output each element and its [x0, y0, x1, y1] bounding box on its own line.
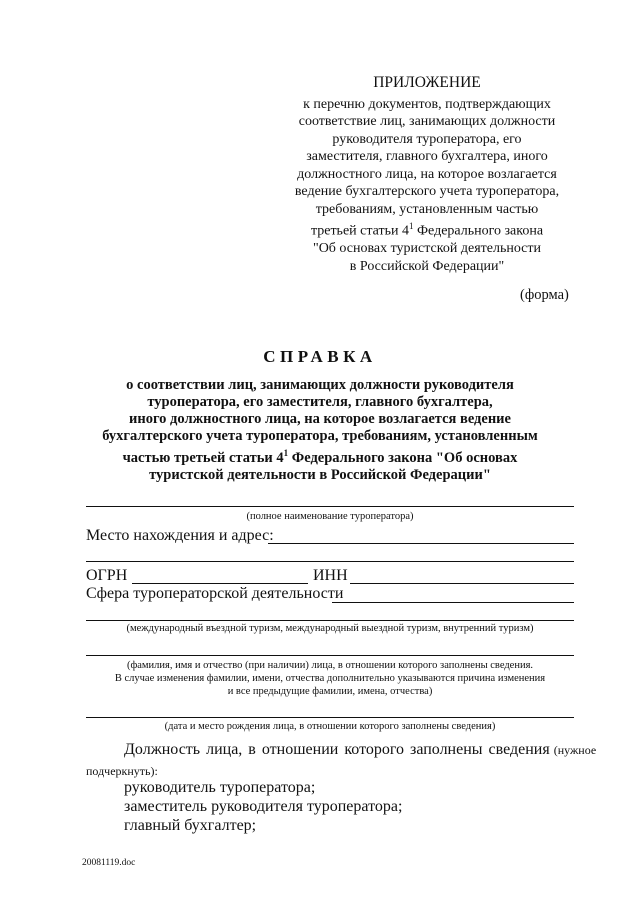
- ogrn-field[interactable]: [132, 582, 308, 584]
- subtitle-line: бухгалтерского учета туроператора, требованиям, установленным: [102, 428, 538, 444]
- subtitle-line: туристской деятельности в Российской Федерации": [149, 466, 491, 483]
- operator-name-caption: (полное наименование туроператора): [246, 511, 414, 522]
- appendix-line: ведение бухгалтерского учета туроператора,: [294, 184, 560, 199]
- fio-caption-line: и все предыдущие фамилии, имена, отчества): [227, 686, 433, 697]
- fio-caption-line: В случае изменения фамилии, имени, отчества дополнительно указываются причина изменения: [114, 673, 546, 684]
- fio-caption: [60, 659, 600, 698]
- sphere-field-line2[interactable]: [86, 619, 574, 621]
- subtitle-line: иного должностного лица, на которое возлагается ведение: [129, 411, 511, 427]
- address-field[interactable]: [268, 542, 574, 544]
- birth-caption: (дата и место рождения лица, в отношении которого заполнены сведения): [164, 721, 496, 732]
- birth-field[interactable]: [86, 716, 574, 718]
- fio-field[interactable]: [86, 654, 574, 656]
- subtitle-line-article: [90, 445, 550, 467]
- subtitle-article-text: частью третьей статьи 4: [122, 449, 284, 466]
- position-intro-line: [124, 741, 597, 759]
- sphere-caption: (международный въездной туризм, международный выездной туризм, внутренний туризм): [126, 623, 534, 634]
- appendix-article-sup: 1: [409, 221, 414, 231]
- inn-label: ИНН: [313, 567, 348, 584]
- inn-field[interactable]: [350, 582, 574, 584]
- appendix-line: "Об основах туристской деятельности: [312, 241, 541, 257]
- sphere-label: Сфера туроператорской деятельности: [86, 585, 344, 602]
- footer-filename: 20081119.doc: [82, 858, 136, 868]
- subtitle-article-sup: 1: [283, 448, 289, 458]
- address-field-line2[interactable]: [86, 560, 574, 562]
- appendix-block: [282, 74, 572, 275]
- appendix-line-article: [282, 218, 572, 240]
- appendix-line: должностного лица, на которое возлагается: [297, 166, 557, 182]
- position-option-deputy[interactable]: заместитель руководителя туроператора;: [124, 798, 403, 815]
- appendix-article-rest: Федерального закона: [413, 223, 544, 239]
- position-option-director[interactable]: руководитель туроператора;: [124, 779, 316, 796]
- position-intro: Должность лица, в отношении которого заполнены сведения: [124, 741, 550, 758]
- fio-caption-line: (фамилия, имя и отчество (при наличии) лица, в отношении которого заполнены сведения.: [126, 660, 534, 671]
- appendix-line: требованиям, установленным частью: [315, 201, 539, 217]
- position-option-accountant[interactable]: главный бухгалтер;: [124, 817, 257, 834]
- address-label: Место нахождения и адрес:: [86, 527, 274, 544]
- appendix-line: в Российской Федерации": [349, 258, 505, 274]
- appendix-line: заместителя, главного бухгалтера, иного: [306, 149, 548, 164]
- operator-name-field[interactable]: [86, 505, 574, 507]
- ogrn-label: ОГРН: [86, 567, 128, 584]
- position-hint-cont: подчеркнуть):: [86, 764, 158, 778]
- appendix-heading: ПРИЛОЖЕНИЕ: [373, 74, 481, 91]
- document-subtitle: [90, 377, 550, 484]
- appendix-line: соответствие лиц, занимающих должности: [298, 114, 556, 129]
- appendix-article-text: третьей статьи 4: [310, 223, 409, 239]
- subtitle-article-rest: Федерального закона "Об основах: [288, 449, 518, 466]
- appendix-line: руководителя туроператора, его: [332, 131, 522, 147]
- subtitle-line: туроператора, его заместителя, главного бухгалтера,: [147, 394, 493, 410]
- form-marker: (форма): [520, 287, 569, 303]
- sphere-field[interactable]: [332, 601, 574, 603]
- appendix-line: к перечню документов, подтверждающих: [303, 96, 551, 112]
- subtitle-line: о соответствии лиц, занимающих должности руководителя: [126, 377, 514, 393]
- document-title: СПРАВКА: [263, 347, 377, 366]
- position-hint: (нужное: [553, 743, 597, 757]
